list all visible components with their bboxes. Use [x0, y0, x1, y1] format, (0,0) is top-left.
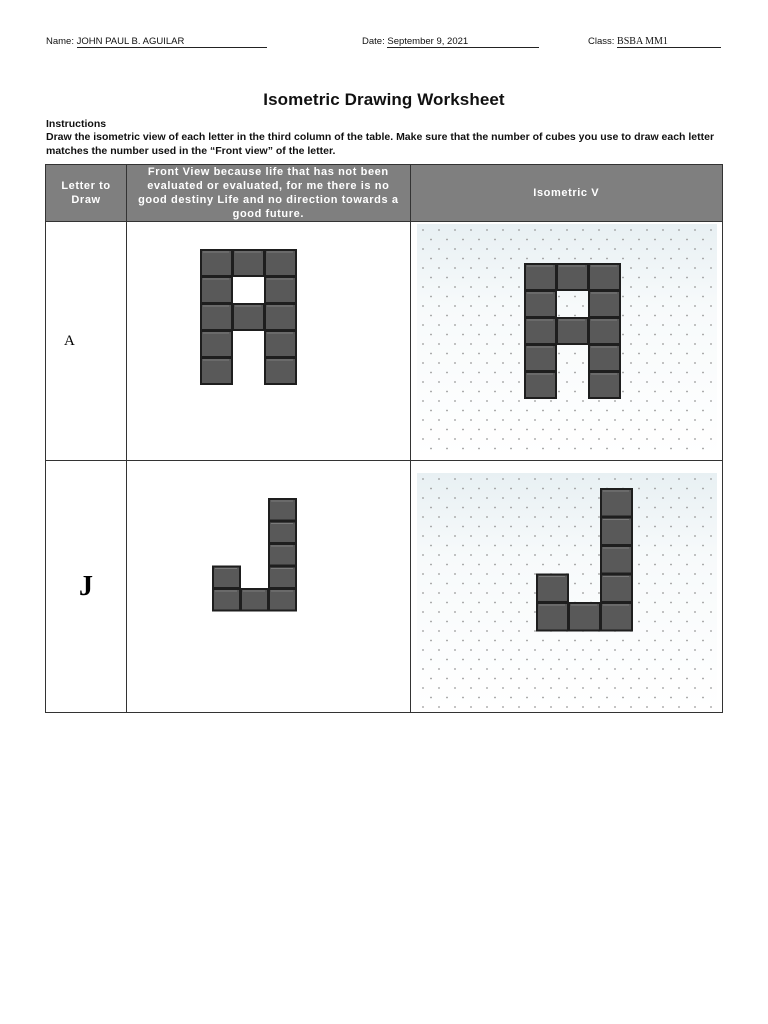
worksheet-header	[46, 36, 724, 50]
cube	[233, 304, 264, 330]
cube	[269, 589, 296, 611]
letter-cell-j: J	[46, 461, 127, 713]
cube	[233, 250, 264, 276]
cube	[589, 372, 620, 398]
front-view-j-cubes	[213, 499, 296, 611]
cube	[269, 499, 296, 521]
front-view-a	[127, 222, 410, 461]
cube	[201, 277, 232, 303]
front-view-a-cubes	[201, 250, 296, 384]
front-view-j	[127, 461, 410, 713]
cube	[589, 318, 620, 344]
cube	[265, 358, 296, 384]
front-view-j-drawing	[127, 461, 410, 712]
instructions-heading: Instructions	[46, 118, 107, 130]
cube	[201, 358, 232, 384]
cube	[265, 250, 296, 276]
cube	[537, 603, 568, 631]
page-title: Isometric Drawing Worksheet	[263, 90, 505, 109]
class-label: Class:	[588, 36, 615, 47]
cube	[601, 546, 632, 574]
cube	[557, 318, 588, 344]
cube	[525, 318, 556, 344]
instructions-body: Draw the isometric view of each letter in the third column of the table. Make sure that the number of cubes you use to draw each letter matches the number used in the “Front view” of the letter.	[46, 131, 715, 157]
header-front-view: Front View because life that has not been evaluated or evaluated, for me there is no good destiny Life and no direction towards a good future.	[127, 165, 410, 222]
isometric-view-j	[410, 461, 722, 713]
cube	[213, 567, 240, 589]
cube	[241, 589, 268, 611]
cube	[601, 603, 632, 631]
cube	[525, 264, 556, 290]
cube	[569, 603, 600, 631]
cube	[201, 250, 232, 276]
date-value: September 9, 2021	[387, 36, 539, 48]
table-header-row	[46, 165, 723, 222]
cube	[589, 291, 620, 317]
isometric-view-j-drawing	[411, 461, 723, 712]
name-label: Name:	[46, 36, 74, 47]
cube	[265, 331, 296, 357]
cube	[525, 291, 556, 317]
worksheet-table	[45, 164, 723, 713]
cube	[269, 544, 296, 566]
class-value: BSBA MM1	[617, 36, 721, 48]
table-row	[46, 461, 723, 713]
cube	[213, 589, 240, 611]
cube	[269, 522, 296, 544]
isometric-view-a	[410, 222, 722, 461]
front-view-a-drawing	[127, 222, 410, 460]
date-field	[362, 36, 539, 48]
cube	[525, 372, 556, 398]
cube	[201, 304, 232, 330]
cube	[265, 304, 296, 330]
cube	[537, 575, 568, 603]
cube	[601, 575, 632, 603]
cube	[601, 489, 632, 517]
header-isometric-view: Isometric V	[410, 165, 722, 222]
cube	[201, 331, 232, 357]
name-field	[46, 36, 267, 48]
cube	[269, 567, 296, 589]
header-letter-to-draw: Letter to Draw	[46, 165, 127, 222]
isometric-view-a-drawing	[411, 222, 723, 460]
cube	[589, 345, 620, 371]
cube	[589, 264, 620, 290]
table-row	[46, 222, 723, 461]
name-value: JOHN PAUL B. AGUILAR	[77, 36, 267, 48]
cube	[601, 518, 632, 546]
cube	[265, 277, 296, 303]
cube	[557, 264, 588, 290]
cube	[525, 345, 556, 371]
letter-cell-a: A	[46, 222, 127, 461]
class-field	[588, 36, 721, 48]
date-label: Date:	[362, 36, 385, 47]
